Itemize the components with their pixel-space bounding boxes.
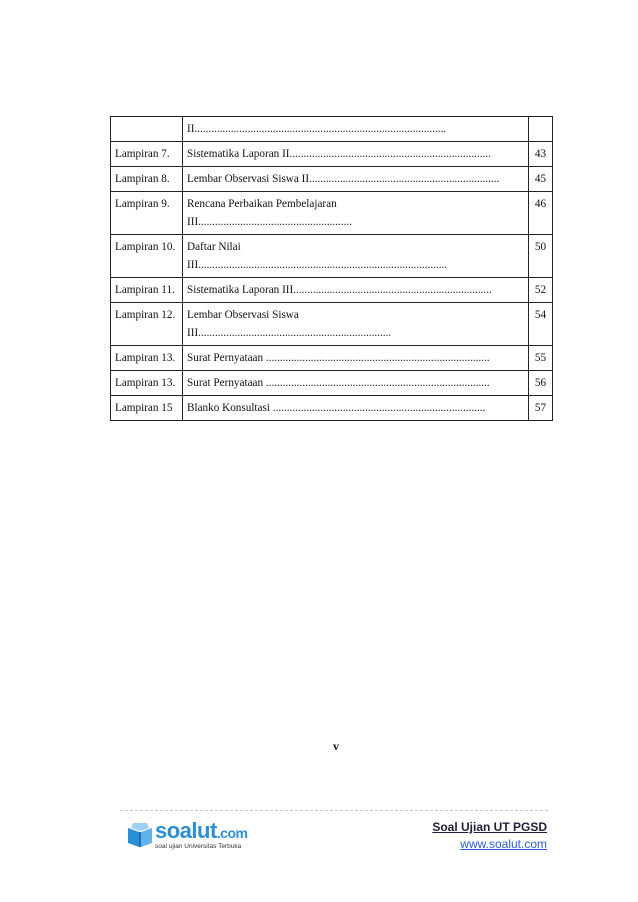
toc-label: Lampiran 8.: [111, 167, 183, 192]
toc-entry-line: Surat Pernyataan ................................................................................: [187, 377, 490, 389]
toc-label: Lampiran 9.: [111, 192, 183, 235]
toc-label: Lampiran 13.: [111, 346, 183, 371]
toc-entry[interactable]: [183, 142, 529, 167]
logo-word: soalut: [155, 818, 217, 843]
toc-page-number: 56: [529, 371, 553, 396]
toc-entry-line: Surat Pernyataan ................................................................................: [187, 352, 490, 364]
toc-entry-line: Lembar Observasi Siswa: [187, 309, 299, 321]
table-of-contents: [110, 116, 553, 421]
toc-entry-line: Blanko Konsultasi ............................................................................: [187, 402, 486, 414]
toc-entry[interactable]: [183, 396, 529, 421]
toc-entry[interactable]: [183, 117, 529, 142]
toc-entry[interactable]: [183, 278, 529, 303]
toc-label: Lampiran 11.: [111, 278, 183, 303]
toc-entry-line: III.......................................................: [187, 216, 353, 228]
toc-label: Lampiran 15: [111, 396, 183, 421]
toc-label: Lampiran 7.: [111, 142, 183, 167]
toc-page-number: 54: [529, 303, 553, 346]
toc-page-number: 45: [529, 167, 553, 192]
logo-suffix: .com: [216, 825, 248, 841]
toc-row: [111, 371, 553, 396]
toc-entry-line: III.....................................................................: [187, 327, 392, 339]
toc-row: [111, 235, 553, 278]
page-number: v: [333, 739, 339, 753]
toc-row: [111, 303, 553, 346]
toc-entry[interactable]: [183, 167, 529, 192]
toc-label: Lampiran 12.: [111, 303, 183, 346]
toc-page-number: 57: [529, 396, 553, 421]
toc-entry[interactable]: [183, 346, 529, 371]
toc-entry-line: III.........................................................................................: [187, 259, 448, 271]
footer-divider: [120, 810, 548, 811]
toc-row: [111, 192, 553, 235]
toc-row: [111, 396, 553, 421]
toc-page-number: 50: [529, 235, 553, 278]
toc-row: [111, 167, 553, 192]
toc-entry[interactable]: [183, 303, 529, 346]
toc-row: [111, 142, 553, 167]
soalut-logo: [125, 818, 248, 856]
toc-page-number: 43: [529, 142, 553, 167]
book-icon: [125, 820, 155, 850]
toc-entry-line: Lembar Observasi Siswa II....................................................................: [187, 173, 500, 185]
toc-entry-line: Sistematika Laporan II........................................................................: [187, 148, 491, 160]
brand-title: Soal Ujian UT PGSD: [432, 820, 547, 834]
logo-tagline: soal ujian Universitas Terbuka: [155, 843, 242, 850]
toc-page-number: 52: [529, 278, 553, 303]
toc-row: [111, 278, 553, 303]
toc-label: Lampiran 13.: [111, 371, 183, 396]
toc-entry[interactable]: [183, 192, 529, 235]
brand-url-link[interactable]: www.soalut.com: [460, 837, 547, 851]
toc-body: [111, 117, 553, 421]
toc-page-number: 46: [529, 192, 553, 235]
toc-entry-line: Rencana Perbaikan Pembelajaran: [187, 198, 337, 210]
toc-entry-line: II..........................................................................................: [187, 123, 447, 135]
toc-row: [111, 117, 553, 142]
toc-row: [111, 346, 553, 371]
toc-entry[interactable]: [183, 235, 529, 278]
toc-entry-line: Daftar Nilai: [187, 241, 241, 253]
toc-page-number: 55: [529, 346, 553, 371]
toc-label: Lampiran 10.: [111, 235, 183, 278]
toc-entry-line: Sistematika Laporan III.......................................................................: [187, 284, 492, 296]
toc-page-number: [529, 117, 553, 142]
toc-entry[interactable]: [183, 371, 529, 396]
logo-wordmark: [155, 818, 247, 844]
toc-label: [111, 117, 183, 142]
